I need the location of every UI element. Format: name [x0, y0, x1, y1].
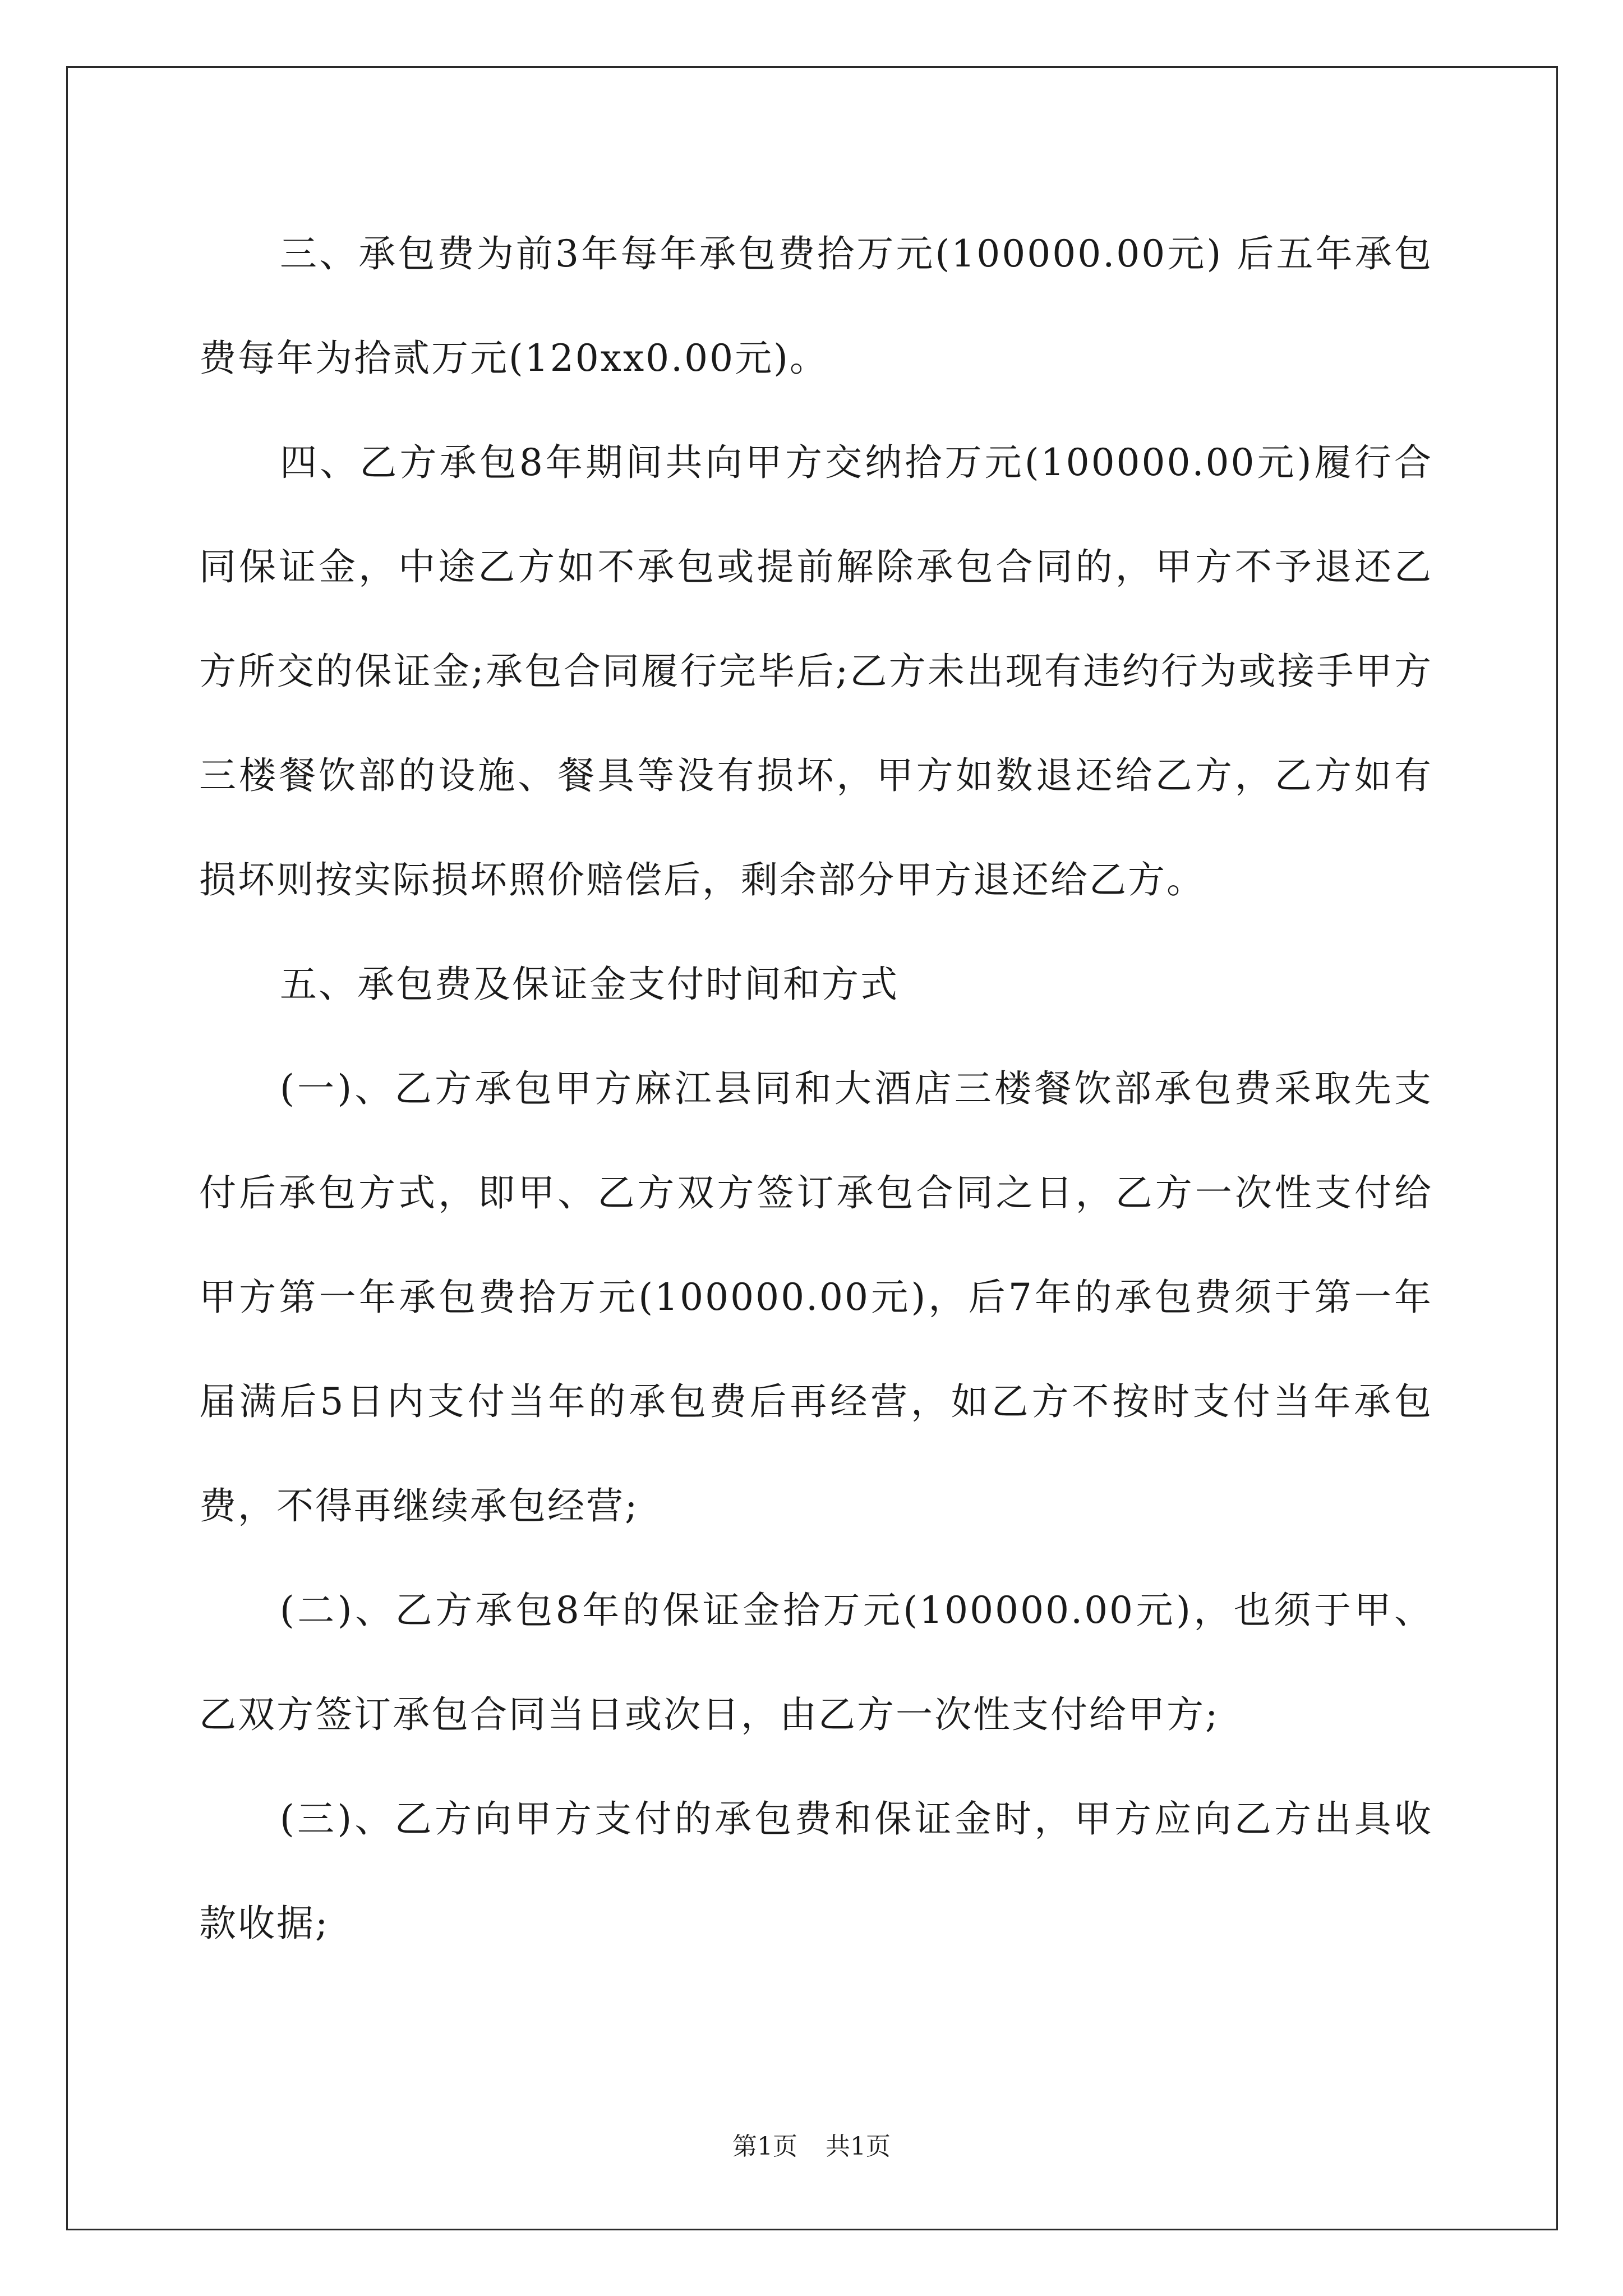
document-body: [199, 202, 1433, 1976]
paragraph-payment-heading: 五、承包费及保证金支付时间和方式: [280, 963, 899, 1006]
page-number-total: 共1页: [826, 2132, 891, 2161]
paragraph-contract-fee: 三、承包费为前3年每年承包费拾万元(100000.00元) 后五年承包费每年为拾贰万元(120xx0.00元)。: [199, 232, 1433, 380]
paragraph-deposit: 四、乙方承包8年期间共向甲方交纳拾万元(100000.00元)履行合同保证金，中途乙方如不承包或提前解除承包合同的，甲方不予退还乙方所交的保证金;承包合同履行完毕后;乙方未出现有违约行为或接手甲方三楼餐饮部的设施、餐具等没有损坏，甲方如数退还给乙方，乙方如有损坏则按实际损坏照价赔偿后，剩余部分甲方退还给乙方。: [199, 441, 1433, 901]
paragraph-payment-item-2: (二)、乙方承包8年的保证金拾万元(100000.00元)，也须于甲、乙双方签订承包合同当日或次日，由乙方一次性支付给甲方;: [199, 1589, 1433, 1736]
paragraph-payment-item-1: (一)、乙方承包甲方麻江县同和大酒店三楼餐饮部承包费采取先支付后承包方式，即甲、乙方双方签订承包合同之日，乙方一次性支付给甲方第一年承包费拾万元(100000.00元)，后7年的承包费须于第一年届满后5日内支付当年的承包费后再经营，如乙方不按时支付当年承包费，不得再继续承包经营;: [199, 1067, 1433, 1527]
page-footer: [0, 2126, 1623, 2162]
page-number-current: 第1页: [732, 2132, 797, 2161]
paragraph-payment-item-3: (三)、乙方向甲方支付的承包费和保证金时，甲方应向乙方出具收款收据;: [199, 1797, 1433, 1945]
